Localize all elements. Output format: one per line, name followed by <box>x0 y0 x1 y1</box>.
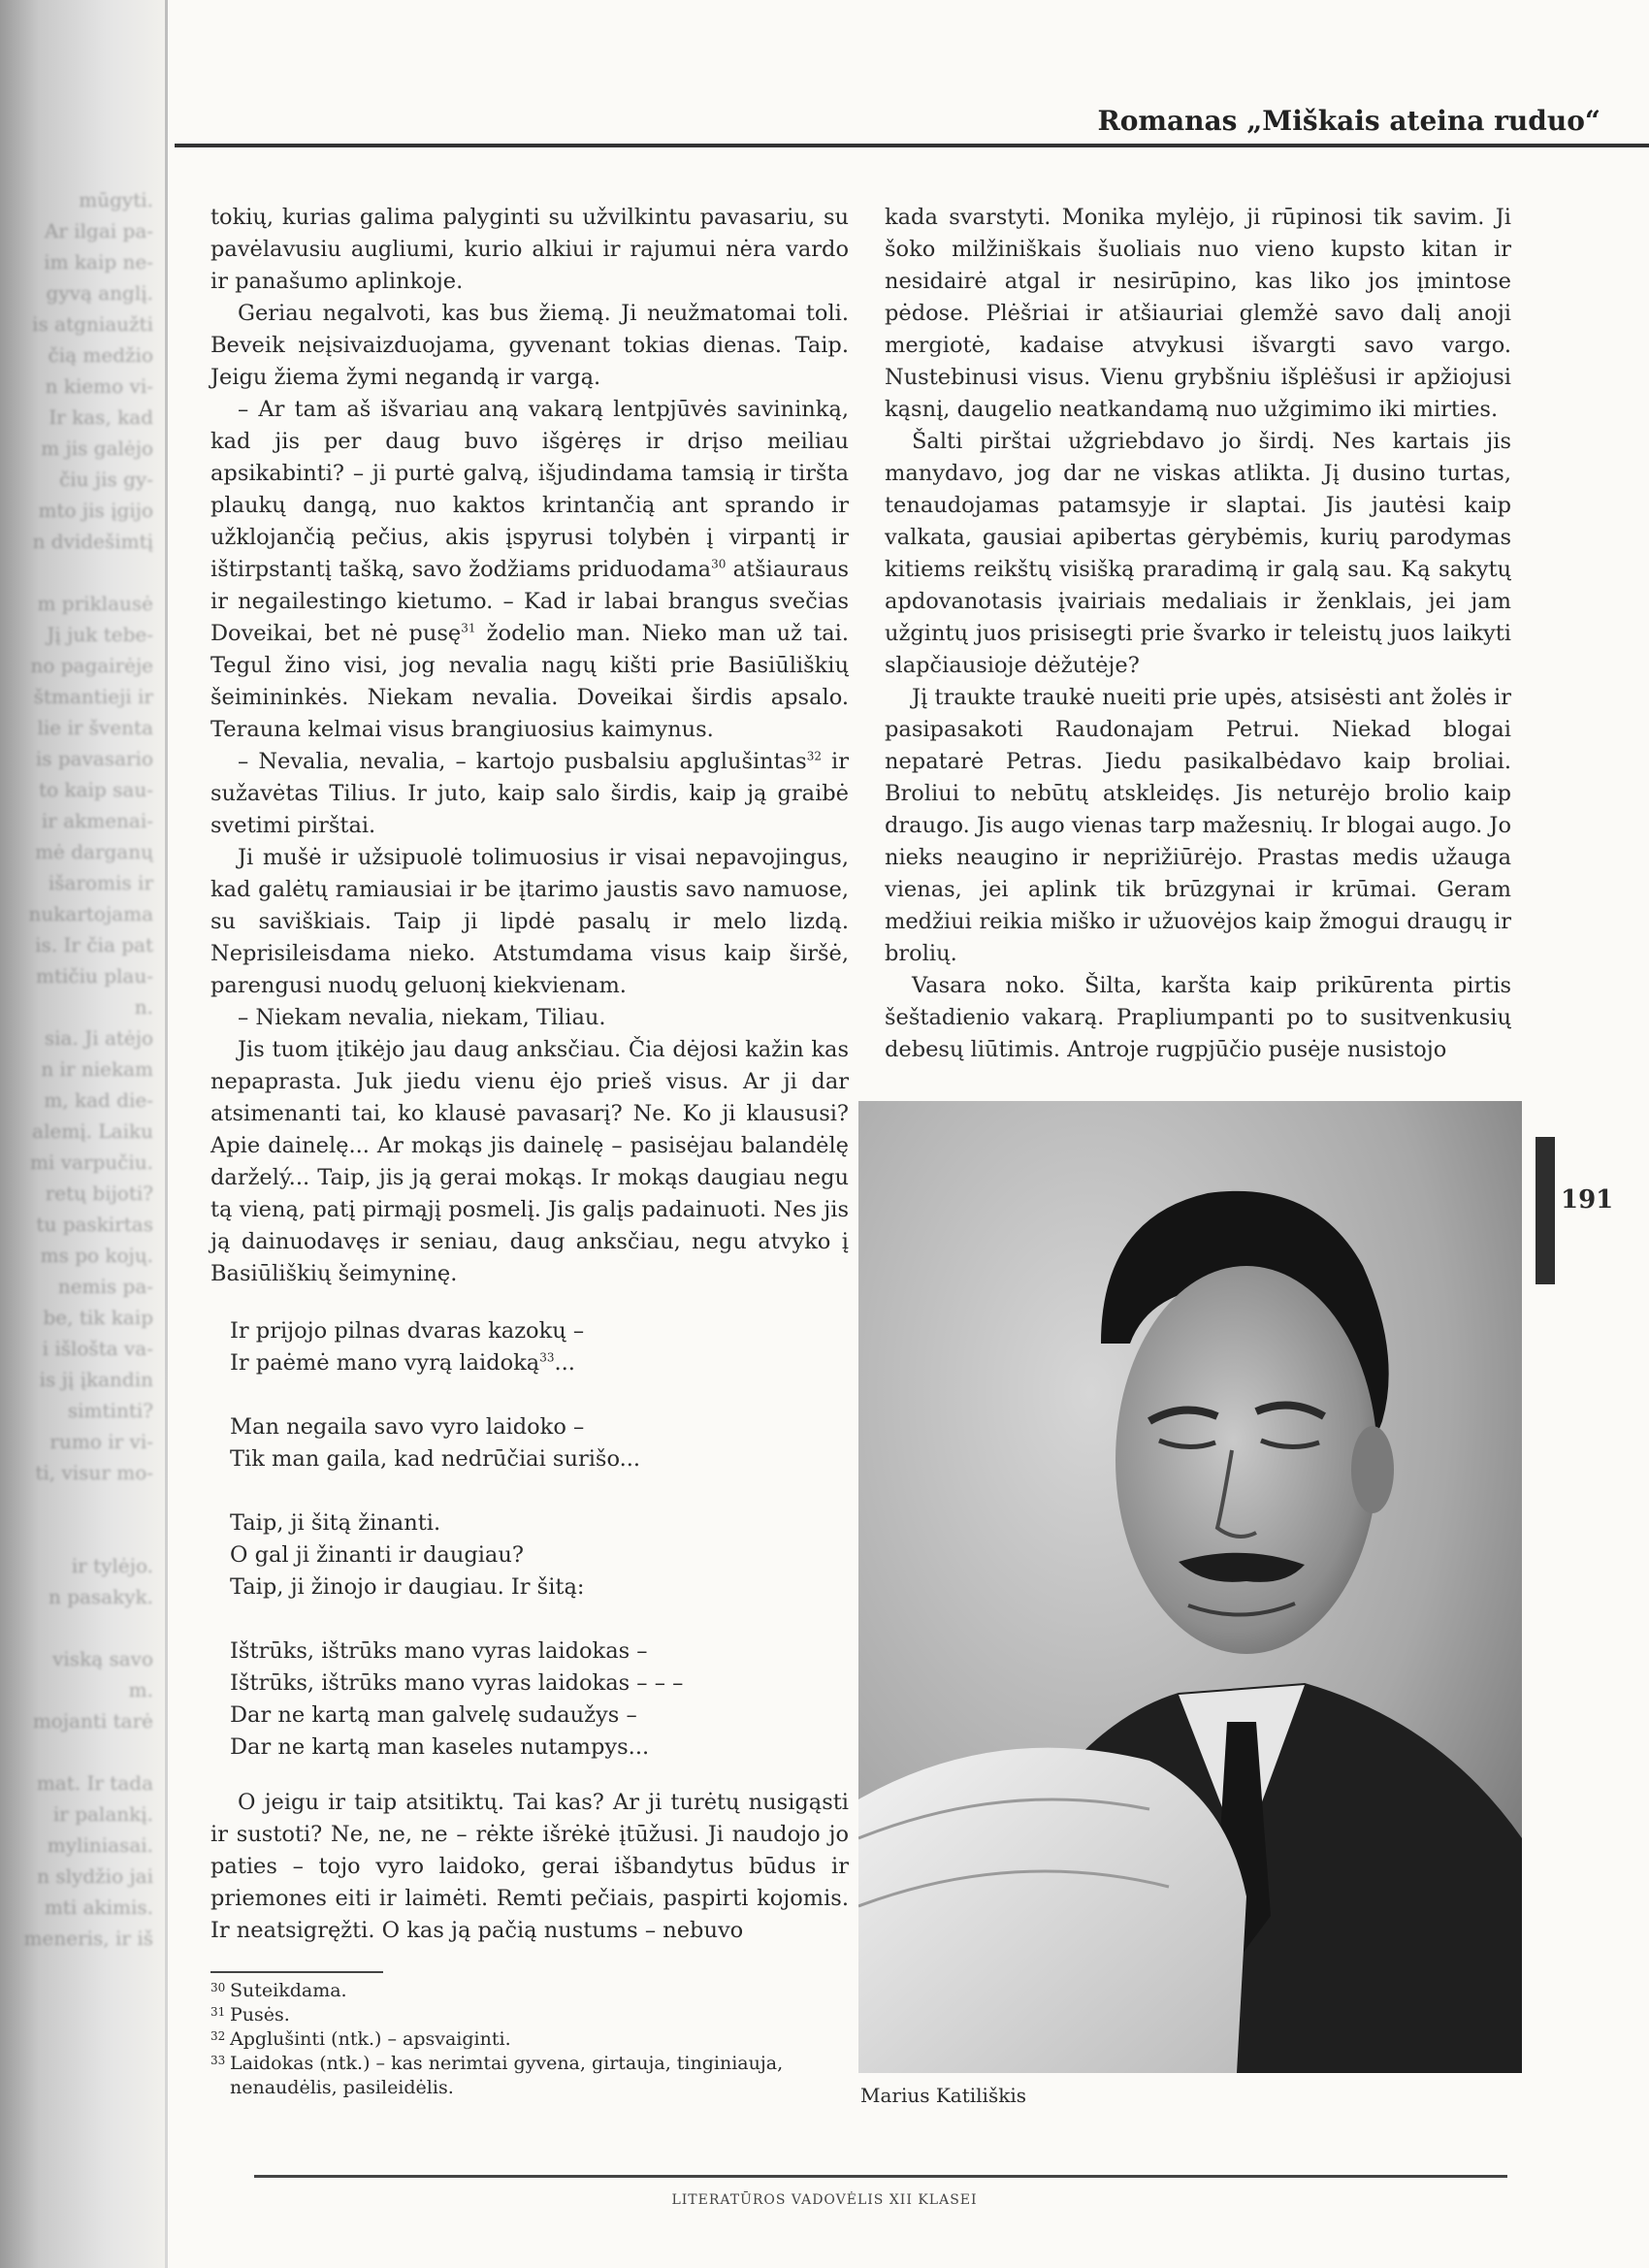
verse-line: Taip, ji žinojo ir daugiau. Ir šitą: <box>230 1574 585 1600</box>
paragraph: – Nevalia, nevalia, – kartojo pusbalsiu apglušintas$^{32}$ ir sužavėtas Tilius. Ir juto, kaip salo širdis, kaip ją graibė svetimi pirštai. <box>210 749 849 838</box>
footnote-ref[interactable]: 30 <box>711 557 727 571</box>
footnote: 31 Pusės. <box>210 2004 290 2025</box>
verse-line: Ištrūks, ištrūks mano vyras laidokas – – – <box>230 1670 684 1696</box>
paragraph: Ji mušė ir užsipuolė tolimuosius ir visai nepavojingus, kad galėtų ramiausiai ir be įtarimo jaustis savo namuose, su saviškiais. Taip ji lipdė pasalų ir melo lizdą. Neprisileisdama nieko. Atstumdama visus kaip širšė, parengusi nuodų geluonį kiekvienam. <box>210 845 849 998</box>
paragraph: Šalti pirštai užgriebdavo jo širdį. Nes kartais jis manydavo, jog dar ne viskas atlikta. Jį dusino turtas, tenaudojamas patamsyje ir slaptai. Jis jautėsi kaip valkata, gausiai apibertas gėrybėmis, kurių parodymas kitiems reikštų visišką praradimą ir galą sau. Ką sakytų apdovanotasis įvairiais medaliais ir ženklais, jei jam užgintų juos prisisegti prie švarko ir teleistų juos laikyti slapčiausioje dėžutėje? <box>885 429 1511 678</box>
header-rule <box>175 144 1649 147</box>
footer-title: LITERATŪROS VADOVĖLIS XII KLASEI <box>671 2192 978 2208</box>
footnote: 33 Laidokas (ntk.) – kas nerimtai gyvena, girtauja, tinginiauja, nenaudėlis, pasileidėlis. <box>210 2053 784 2098</box>
left-column <box>210 202 849 1947</box>
footnote: 32 Apglušinti (ntk.) – apsvaiginti. <box>210 2028 511 2050</box>
stanza <box>230 1315 849 1379</box>
author-photo <box>858 1101 1522 2073</box>
verse-line: O gal ji žinanti ir daugiau? <box>230 1542 524 1568</box>
verse-line: Man negaila savo vyro laidoko – <box>230 1414 585 1440</box>
footnotes <box>210 1979 851 2100</box>
paragraph: – Ar tam aš išvariau aną vakarą lentpjūvės savininką, kad jis per daug buvo išgėręs ir drįso meiliau apsikabinti? – ji purtė galvą, išjudindama tamsią ir tiršta plaukų dangą, nuo kaktos krintančią ant sprando ir užklojančią pečius, akis įspyrusi tolybėn į virpantį ir ištirpstantį tašką, savo žodžiams priduodama$^{30}$ atšiauraus ir negailestingo kietumo. – Kad ir labai brangus svečias Doveikai, bet nė pusę$^{31}$ žodelio man. Nieko man už tai. Tegul žino visi, jog nevalia nagų kišti prie Basiūliškių šeimininkės. Niekam nevalia. Doveikai širdis apsalo. Terauna kelmai visus brangiuosius kaimynus. <box>210 397 849 742</box>
footnote-ref[interactable]: 31 <box>461 621 476 635</box>
paragraph: Vasara noko. Šilta, karšta kaip prikūrenta pirtis šeštadienio vakarą. Prapliumpanti po to susitvenkusių debesų liūtimis. Antroje rugpjūčio pusėje nusistojo <box>885 973 1511 1062</box>
photo-caption: Marius Katiliškis <box>860 2084 1026 2107</box>
verse-line: Tik man gaila, kad nedrūčiai surišo... <box>230 1446 641 1472</box>
folk-song-quote <box>230 1315 849 1764</box>
book-spine <box>165 0 168 2268</box>
right-column <box>885 202 1511 1066</box>
paragraph: Jį traukte traukė nueiti prie upės, atsisėsti ant žolės ir pasipasakoti Raudonajam Petrui. Niekad blogai nepatarė Petras. Jiedu pasikalbėdavo kaip broliai. Broliui to nebūtų atskleidęs. Jis neturėjo brolio kaip draugo. Jis augo vienas tarp mažesnių. Ir blogai augo. Jo nieks neaugino ir neprižiūrėjo. Prastas medis užauga vienas, jei aplink tik brūzgynai ir krūmai. Geram medžiui reikia miško ir užuovėjos kaip žmogui draugų ir brolių. <box>885 685 1511 966</box>
previous-page-text: mūgyti. Ar ilgai pa- im kaip ne- gyvą anglį. is atgniaužti čią medžio n kiemo vi- Ir kas, kad m jis galėjo čiu jis gy- mto jis įgijo n dvidešimtį m priklausė Jį juk tebe- no pagairėje štmantieji ir lie ir šventa is pavasario to kaip sau- ir akmenai- mė darganų išaromis ir nukartojama is. Ir čia pat mtičiu plau- n. sia. Ji atėjo n ir niekam m, kad die- alemį. Laiku mi varpučiu. retų bijoti? tu paskirtas ms po kojų. nemis pa- be, tik kaip i išlošta va- is jį įkandin simtinti? rumo ir vi- ti, visur mo- ir tylėjo. n pasakyk. viską savo m. mojanti tarė mat. Ir tada ir palankį. myliniasai. n slydžio jai mti akimis. meneris, ir iš <box>23 188 153 1950</box>
verse-line: Ištrūks, ištrūks mano vyras laidokas – <box>230 1638 648 1664</box>
verse-line: Ir prijojo pilnas dvaras kazokų – <box>230 1318 585 1344</box>
paragraph: – Niekam nevalia, niekam, Tiliau. <box>238 1005 606 1030</box>
verse-line: Ir paėmė mano vyrą laidoką$^{33}$... <box>230 1350 575 1376</box>
stanza <box>230 1411 849 1475</box>
paragraph: Geriau negalvoti, kas bus žiemą. Ji neužmatomai toli. Beveik neįsivaizduojama, gyvenant tokias dienas. Taip. Jeigu žiema žymi negandą ir vargą. <box>210 301 849 390</box>
verse-line: Dar ne kartą man galvelę sudaužys – <box>230 1702 637 1728</box>
footnote-ref[interactable]: 33 <box>539 1350 555 1365</box>
paragraph: kada svarstyti. Monika mylėjo, ji rūpinosi tik savim. Ji šoko milžiniškais šuoliais nuo vieno kupsto kitan ir nesidairė atgal ir nesirūpino, kas liko jos įmintose pėdose. Plėšriai ir atšiauriai glemžė savo dalį anoji mergiotė, kadaise atvykusi išvargti savo vargo. Nustebinusi visus. Vienu grybšniu išplėšusi ir apžiojusi kąsnį, daugelio neatkandamą nuo užgimimo iki mirties. <box>885 205 1511 422</box>
paragraph: O jeigu ir taip atsitiktų. Tai kas? Ar ji turėtų nusigąsti ir sustoti? Ne, ne, ne – rėkte išrėkė įtūžusi. Ji naudojo jo paties – tojo vyro laidoko, gerai išbandytus būdus ir priemones eiti ir laimėti. Remti pečiais, paspirti kojomis. Ir neatsigręžti. O kas ją pačią nustums – nebuvo <box>210 1790 849 1943</box>
footnote-rule <box>210 1971 383 1973</box>
verse-line: Taip, ji šitą žinanti. <box>230 1510 441 1536</box>
footer-rule <box>254 2175 1507 2178</box>
running-header: Romanas „Miškais ateina ruduo“ <box>1097 105 1600 137</box>
stanza <box>230 1507 849 1604</box>
footnote-ref[interactable]: 32 <box>806 749 822 763</box>
paragraph: Jis tuom įtikėjo jau daug anksčiau. Čia dėjosi kažin kas nepaprasta. Juk jiedu vienu ėjo prieš visus. Ar ji dar atsimenanti tai, ko klausė pavasarį? Ne. Ko ji klaususi? Apie dainelę... Ar mokąs jis dainelę – pasisėjau balandėlę darželý... Taip, jis ją gerai mokąs. Ir mokąs daugiau negu tą vieną, patį pirmąjį posmelį. Jis galįs padainuoti. Nes jis ją dainuodavęs ir seniau, daug anksčiau, negu atvyko į Basiūliškių šeimyninę. <box>210 1037 849 1286</box>
footnote: 30 Suteikdama. <box>210 1980 347 2001</box>
verse-line: Dar ne kartą man kaseles nutampys... <box>230 1734 650 1760</box>
page-tab-marker <box>1536 1137 1555 1284</box>
paragraph: tokių, kurias galima palyginti su užvilkintu pavasariu, su pavėlavusiu augliumi, kurio alkiui ir rajumui nėra vardo ir panašumo aplinkoje. <box>210 205 849 294</box>
stanza <box>230 1636 849 1764</box>
page-number: 191 <box>1561 1185 1614 1215</box>
